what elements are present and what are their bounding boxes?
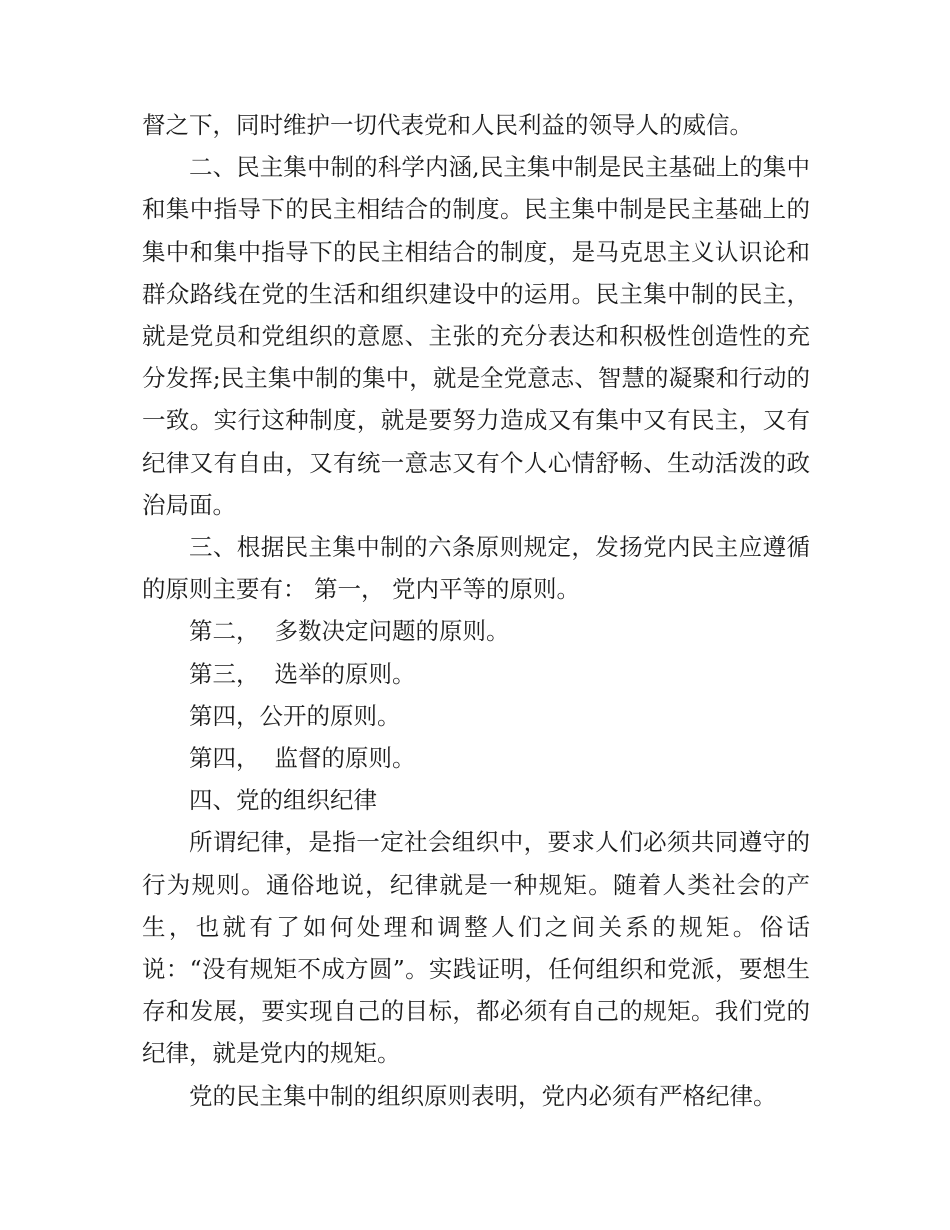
document-page — [142, 104, 810, 1117]
principle-item-3: 第三， 选举的原则。 — [189, 659, 416, 688]
principle-item-5: 第四， 监督的原则。 — [189, 744, 416, 773]
paragraph-section-2: 二、民主集中制的科学内涵,民主集中制是民主基础上的集中和集中指导下的民主相结合的制度。民主集中制是民主基础上的集中和集中指导下的民主相结合的制度，是马克思主义认识论和群众路线在党的生活和组织建设中的运用。民主集中制的民主，就是党员和党组织的意愿、主张的充分表达和积极性创造性的充分发挥;民主集中制的集中，就是全党意志、智慧的凝聚和行动的一致。实行这种制度，就是要努力造成又有集中又有民主，又有纪律又有自由，又有统一意志又有个人心情舒畅、生动活泼的政治局面。 — [142, 153, 810, 519]
paragraph-continuation: 督之下，同时维护一切代表党和人民利益的领导人的威信。 — [142, 111, 753, 139]
principle-item-4: 第四，公开的原则。 — [189, 701, 401, 730]
principle-item-2: 第二， 多数决定问题的原则。 — [189, 617, 510, 646]
paragraph-discipline: 所谓纪律，是指一定社会组织中，要求人们必须共同遵守的行为规则。通俗地说，纪律就是一种规矩。随着人类社会的产生，也就有了如何处理和调整人们之间关系的规矩。俗话说：“没有规矩不成方圆”。实践证明，任何组织和党派，要想生存和发展，要实现自己的目标，都必须有自己的规矩。我们党的纪律，就是党内的规矩。 — [142, 828, 810, 1068]
section-heading-4: 四、党的组织纪律 — [189, 786, 377, 815]
paragraph-section-3: 三、根据民主集中制的六条原则规定，发扬党内民主应遵循的原则主要有： 第一， 党内平等的原则。 — [142, 533, 810, 604]
paragraph-final: 党的民主集中制的组织原则表明，党内必须有严格纪律。 — [189, 1081, 777, 1110]
